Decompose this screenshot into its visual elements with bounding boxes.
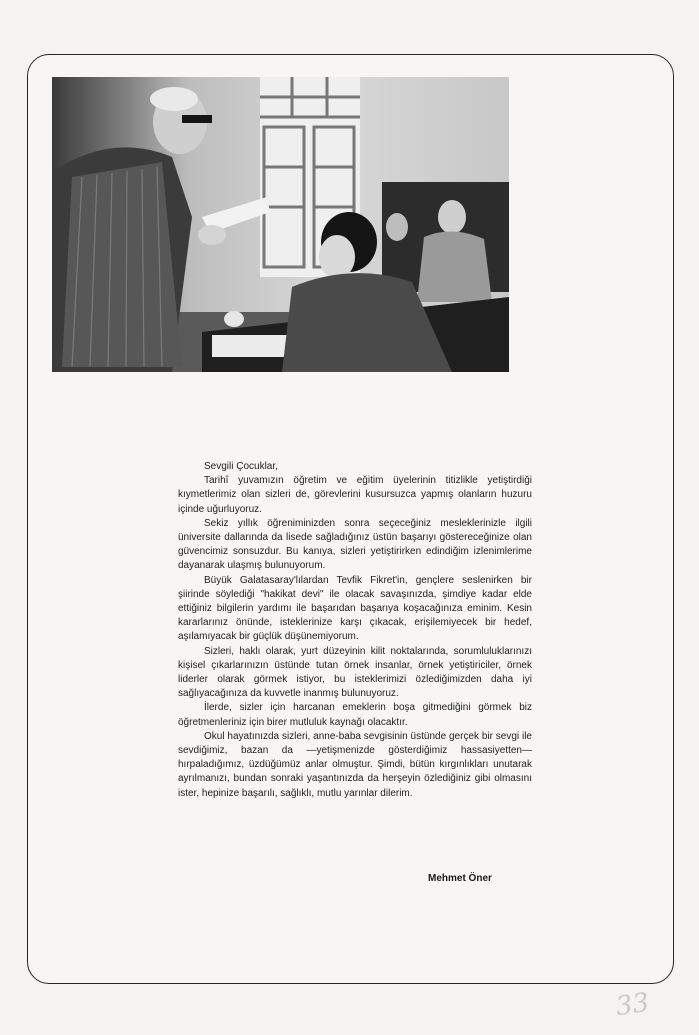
letter-paragraph: Tarihî yuvamızın öğretim ve eğitim üyelerinin titizlikle yetiştirdiği kıymetlerimiz olan sizleri de, görevlerini kusursuzca yapmış olanların huzuru içinde uğurluyoruz. [178,475,532,515]
letter-signature: Mehmet Öner [428,873,492,884]
page-number: 33 [614,987,652,1023]
farewell-letter [178,460,532,801]
letter-paragraph: Okul hayatınızda sizleri, anne-baba sevgisinin üstünde gerçek bir sevgi ile sevdiğimiz, bazan da —yetişmenizde gösterdiğimiz hassasiyetten— hırpaladığımız, üzdüğümüz anlar olmuştur. Şimdi, bütün kırgınlıkları unutarak ayrılmanızı, bundan sonraki yaşantınızda da herşeyin özlediğiniz gibi olmasını ister, hepinize başarılı, sağlıklı, mutlu yarınlar dilerim. [178,730,532,799]
letter-paragraph: Sizleri, haklı olarak, yurt düzeyinin kilit noktalarında, sorumluluklarınızı kişisel çıkarlarınızın üstünde tutan örnek insanlar, örnek yetiştiriciler, örnek liderler olarak görmek istiyor, bu isteklerimizi özlediğimizden daha iyi sağlıyacağınıza da kuvvetle inanmış bulunuyoruz. [178,645,532,700]
letter-greeting: Sevgili Çocuklar, [204,461,278,472]
classroom-photo [52,77,509,372]
letter-paragraph: İlerde, sizler için harcanan emeklerin boşa gitmediğini görmek biz öğretmenleriniz için birer mutluluk kaynağı olacaktır. [178,702,532,728]
letter-paragraph: Sekiz yıllık öğreniminizden sonra seçeceğiniz mesleklerinizle ilgili üniversite dallarında da lisede sağladığınız üstün başarıyı göstereceğinize olan güvencimiz sonsuzdur. Bu kanıya, sizleri yetiştirirken edindiğim izlenimlerime dayanarak ulaşmış bulunuyorum. [178,517,532,572]
letter-paragraph: Büyük Galatasaray'lılardan Tevfik Fikret'in, gençlere seslenirken bir şiirinde söylediği "hakikat devi" ile olacak savaşınızda, şimdiye kadar elde ettiğiniz bilgilerin yardımı ile başarıdan başarıya koşacağınıza eminim. Kesin kararlarınız önünde, isteklerinize karşı çıkacak, erişilemiyecek bir hedef, aşılamıyacak bir güçlük düşünemiyorum. [178,574,532,643]
